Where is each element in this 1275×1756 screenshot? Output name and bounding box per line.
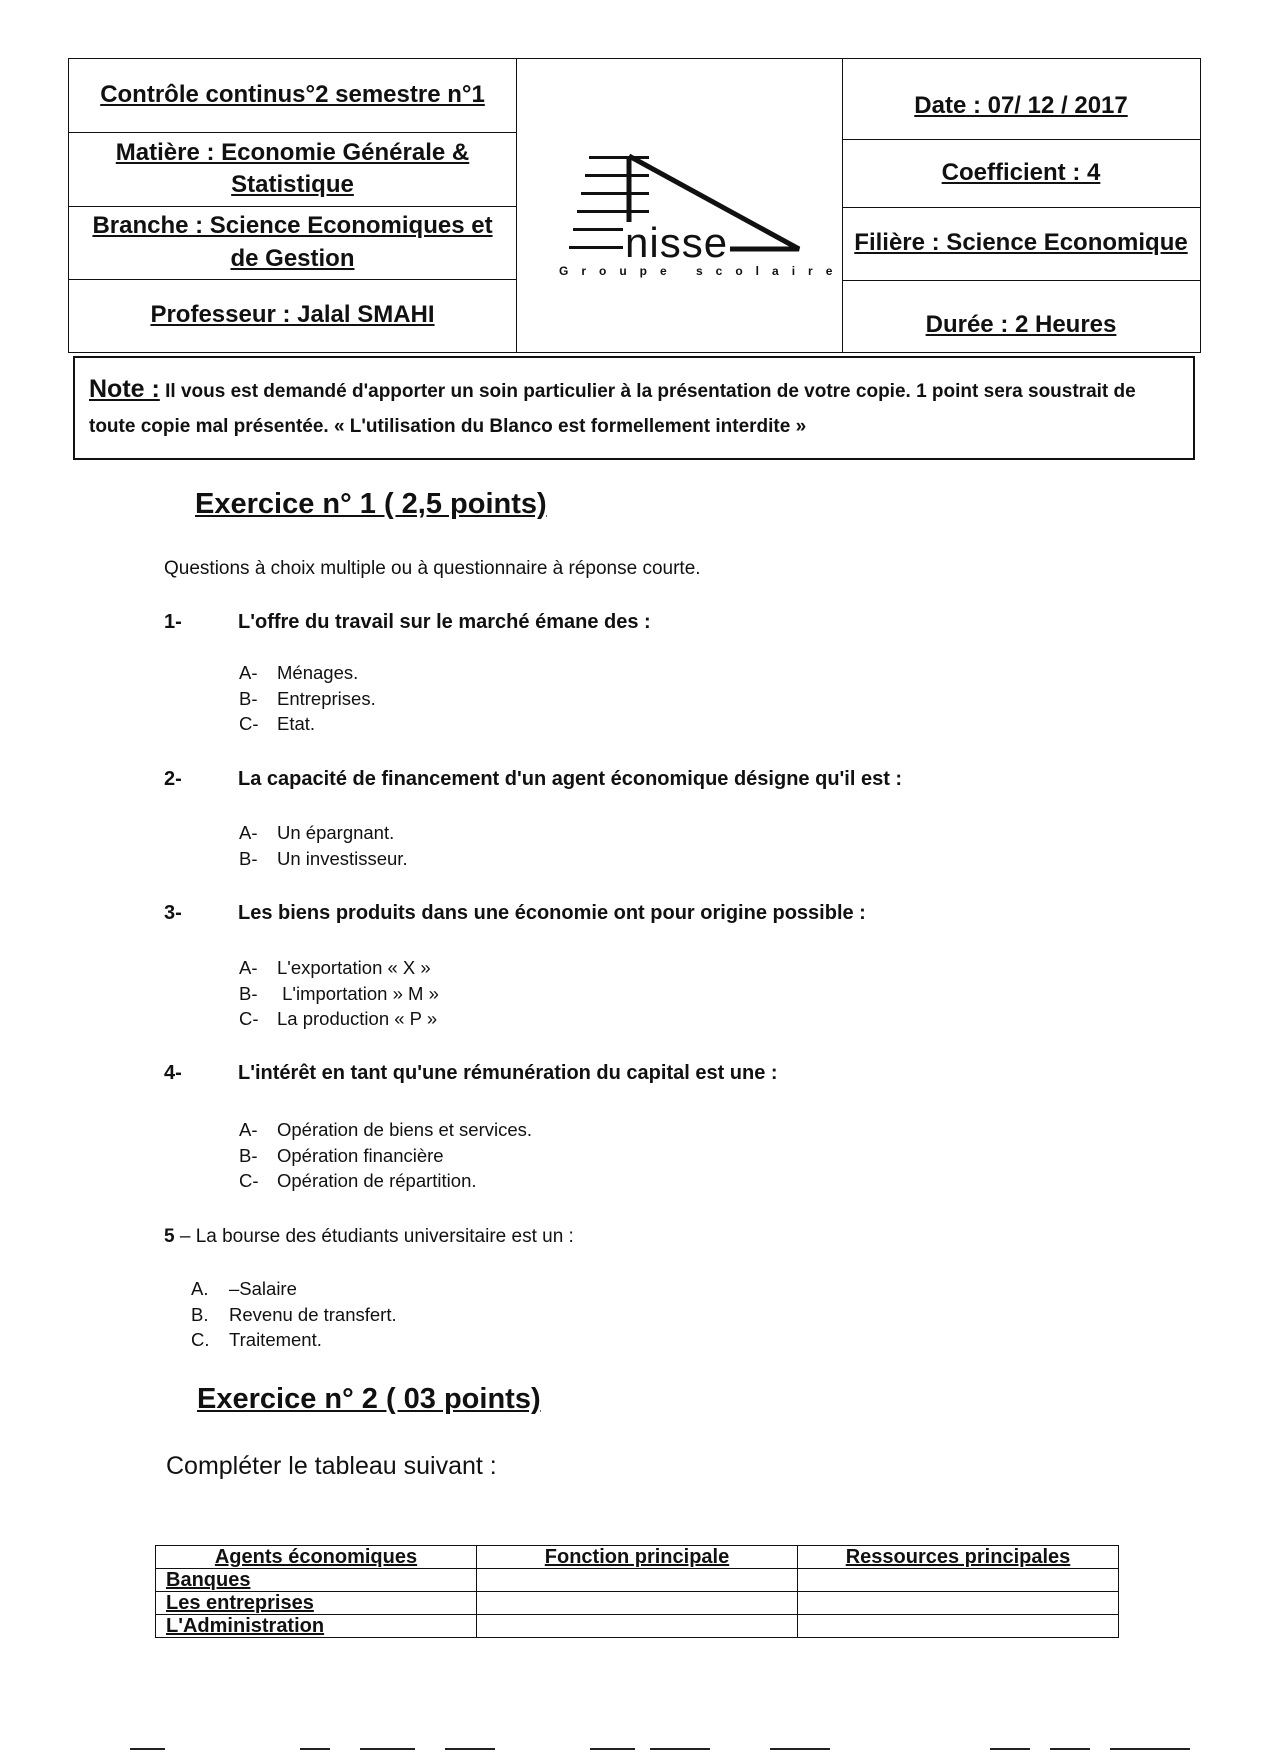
option: A- Opération de biens et services. — [239, 1119, 533, 1140]
scan-artifact — [770, 1748, 830, 1750]
question-2: 2- La capacité de financement d'un agent économique désigne qu'il est : — [164, 768, 903, 790]
note-box — [73, 356, 1195, 460]
row-label: Les entreprises — [156, 1592, 477, 1615]
question-5-options — [191, 1276, 397, 1353]
duration: Durée : 2 Heures — [925, 310, 1117, 338]
question-1 — [164, 611, 651, 634]
field: Filière : Science Economique — [854, 229, 1188, 257]
exercise-1-title: Exercice n° 1 ( 2,5 points) — [195, 488, 547, 520]
logo-subtitle: Groupe scolaire — [559, 264, 846, 278]
table-row — [156, 1569, 1119, 1592]
row-label: L'Administration — [156, 1615, 477, 1638]
exercise-2-title: Exercice n° 2 ( 03 points) — [197, 1383, 541, 1415]
table-header-row — [156, 1546, 1119, 1569]
question-number: 1- — [164, 611, 182, 633]
option: B- L'importation » M » — [239, 982, 439, 1004]
scan-artifact — [360, 1748, 415, 1750]
professor: Professeur : Jalal SMAHI — [150, 301, 435, 329]
table-row — [156, 1615, 1119, 1638]
question-3-options — [239, 955, 439, 1032]
question-5: 5 – La bourse des étudiants universitaire est un : — [164, 1226, 574, 1247]
empty-cell[interactable] — [477, 1569, 798, 1592]
column-header: Fonction principale — [477, 1546, 798, 1569]
subject: Matière : Economie Générale & Statistique — [115, 138, 470, 198]
scan-artifact — [445, 1748, 495, 1750]
note-text: Il vous est demandé d'apporter un soin particulier à la présentation de votre copie. 1 point sera soustrait de toute copie mal présentée. « L'utilisation du Blanco est formellement interdite » — [89, 381, 1136, 437]
scan-artifact — [130, 1748, 165, 1750]
question-1-options — [239, 660, 376, 737]
empty-cell[interactable] — [798, 1615, 1119, 1638]
question-2-options — [239, 820, 408, 871]
column-header: Ressources principales — [798, 1546, 1119, 1569]
exercise-1-intro: Questions à choix multiple ou à questionnaire à réponse courte. — [164, 558, 701, 579]
exam-date: Date : 07/ 12 / 2017 — [914, 91, 1128, 119]
option: A- Ménages. — [239, 662, 359, 683]
coefficient: Coefficient : 4 — [941, 158, 1101, 186]
exercise-2-instruction: Compléter le tableau suivant : — [166, 1452, 497, 1480]
option: C- La production « P » — [239, 1008, 438, 1029]
exam-title: Contrôle continus°2 semestre n°1 — [100, 81, 485, 109]
scan-artifact — [300, 1748, 330, 1750]
scan-artifact — [1050, 1748, 1090, 1750]
table-row — [156, 1592, 1119, 1615]
option: A. –Salaire — [191, 1278, 297, 1299]
scan-artifact — [1110, 1748, 1190, 1750]
scan-artifact — [990, 1748, 1030, 1750]
question-4: 4- L'intérêt en tant qu'une rémunération du capital est une : — [164, 1062, 778, 1084]
option: C. Traitement. — [191, 1329, 322, 1350]
question-text: L'offre du travail sur le marché émane des : — [238, 611, 651, 633]
empty-cell[interactable] — [798, 1569, 1119, 1592]
option: A- Un épargnant. — [239, 822, 395, 843]
question-4-options — [239, 1117, 532, 1194]
question-3: 3- Les biens produits dans une économie ont pour origine possible : — [164, 902, 866, 924]
row-label: Banques — [156, 1569, 477, 1592]
scan-artifact — [650, 1748, 710, 1750]
option: A- L'exportation « X » — [239, 957, 431, 978]
column-header: Agents économiques — [156, 1546, 477, 1569]
agents-table — [155, 1545, 1119, 1638]
scan-artifact — [590, 1748, 635, 1750]
logo-wordmark: nisse — [625, 219, 729, 266]
option: B- Opération financière — [239, 1144, 444, 1166]
option: B- Entreprises. — [239, 687, 376, 709]
option: C- Opération de répartition. — [239, 1170, 477, 1191]
empty-cell[interactable] — [477, 1615, 798, 1638]
branch: Branche : Science Economiques et de Gestion — [92, 212, 493, 272]
empty-cell[interactable] — [477, 1592, 798, 1615]
option: B. Revenu de transfert. — [191, 1303, 397, 1325]
empty-cell[interactable] — [798, 1592, 1119, 1615]
option: C- Etat. — [239, 713, 316, 734]
note-label: Note : — [89, 375, 160, 403]
option: B- Un investisseur. — [239, 847, 408, 869]
school-logo — [549, 134, 846, 284]
header-table — [68, 58, 1201, 353]
